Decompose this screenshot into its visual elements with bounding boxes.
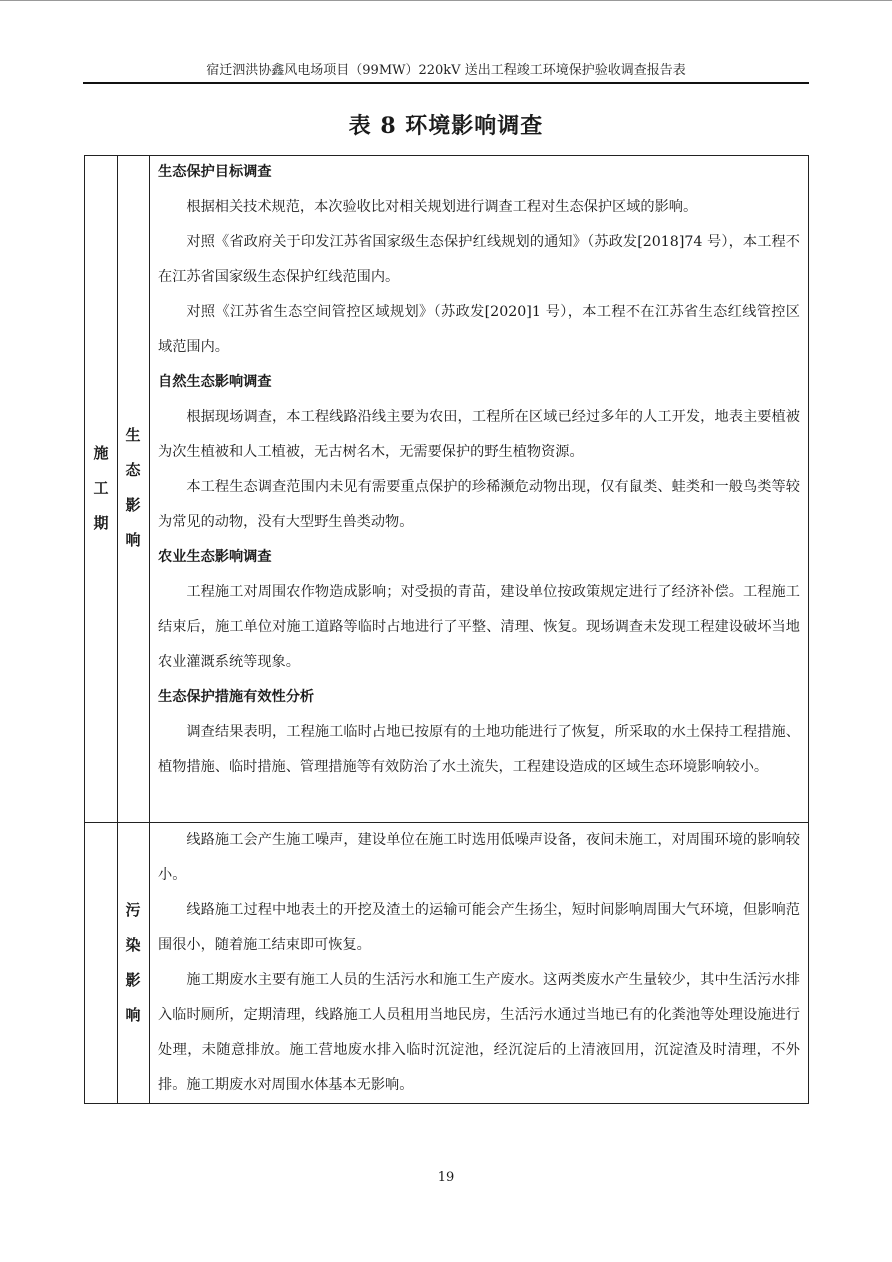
paragraph: 工程施工对周围农作物造成影响；对受损的青苗，建设单位按政策规定进行了经济补偿。工程施工结束后，施工单位对施工道路等临时占地进行了平整、清理、恢复。现场调查未发现工程建设破坏当地农业灌溉系统等现象。 xyxy=(158,584,800,670)
paragraph: 线路施工过程中地表土的开挖及渣土的运输可能会产生扬尘，短时间影响周围大气环境，但影响范围很小，随着施工结束即可恢复。 xyxy=(158,902,800,953)
column-divider-2 xyxy=(149,155,150,1104)
paragraph: 根据现场调查，本工程线路沿线主要为农田，工程所在区域已经过多年的人工开发，地表主要植被为次生植被和人工植被，无古树名木，无需要保护的野生植物资源。 xyxy=(158,409,800,460)
ecology-label: 生态影响 xyxy=(125,426,141,549)
pollution-content xyxy=(158,823,800,1103)
section-heading: 生态保护目标调查 xyxy=(158,164,272,180)
paragraph: 本工程生态调查范围内未见有需要重点保护的珍稀濒危动物出现，仅有鼠类、蛙类和一般鸟类等较为常见的动物，没有大型野生兽类动物。 xyxy=(158,479,800,530)
paragraph: 调查结果表明，工程施工临时占地已按原有的土地功能进行了恢复，所采取的水土保持工程措施、植物措施、临时措施、管理措施等有效防治了水土流失，工程建设造成的区域生态环境影响较小。 xyxy=(158,724,800,775)
paragraph: 施工期废水主要有施工人员的生活污水和施工生产废水。这两类废水产生量较少，其中生活污水排入临时厕所，定期清理，线路施工人员租用当地民房，生活污水通过当地已有的化粪池等处理设施进行处理，未随意排放。施工营地废水排入临时沉淀池，经沉淀后的上清液回用，沉淀渣及时清理，不外排。施工期废水对周围水体基本无影响。 xyxy=(158,972,800,1093)
pollution-label: 污染影响 xyxy=(125,901,141,1024)
table-title: 表 8 环境影响调查 xyxy=(348,113,544,139)
paragraph: 对照《省政府关于印发江苏省国家级生态保护红线规划的通知》（苏政发[2018]74 号），本工程不在江苏省国家级生态保护红线范围内。 xyxy=(158,234,800,285)
paragraph: 对照《江苏省生态空间管控区域规划》（苏政发[2020]1 号），本工程不在江苏省生态红线管控区域范围内。 xyxy=(158,304,800,355)
section-heading: 自然生态影响调查 xyxy=(158,374,272,390)
running-header: 宿迁泗洪协鑫风电场项目（99MW）220kV 送出工程竣工环境保护验收调查报告表 xyxy=(206,63,686,78)
section-heading: 农业生态影响调查 xyxy=(158,549,272,565)
period-label: 施工期 xyxy=(93,444,109,532)
header-rule xyxy=(83,82,809,84)
section-heading: 生态保护措施有效性分析 xyxy=(158,689,315,705)
paragraph: 根据相关技术规范，本次验收比对相关规划进行调查工程对生态保护区域的影响。 xyxy=(186,199,698,215)
ecology-content xyxy=(158,155,800,785)
column-divider-1 xyxy=(117,155,118,1104)
page-number: 19 xyxy=(437,1170,455,1185)
page-top-border xyxy=(0,0,892,1)
paragraph: 线路施工会产生施工噪声，建设单位在施工时选用低噪声设备，夜间未施工，对周围环境的影响较小。 xyxy=(158,832,800,883)
